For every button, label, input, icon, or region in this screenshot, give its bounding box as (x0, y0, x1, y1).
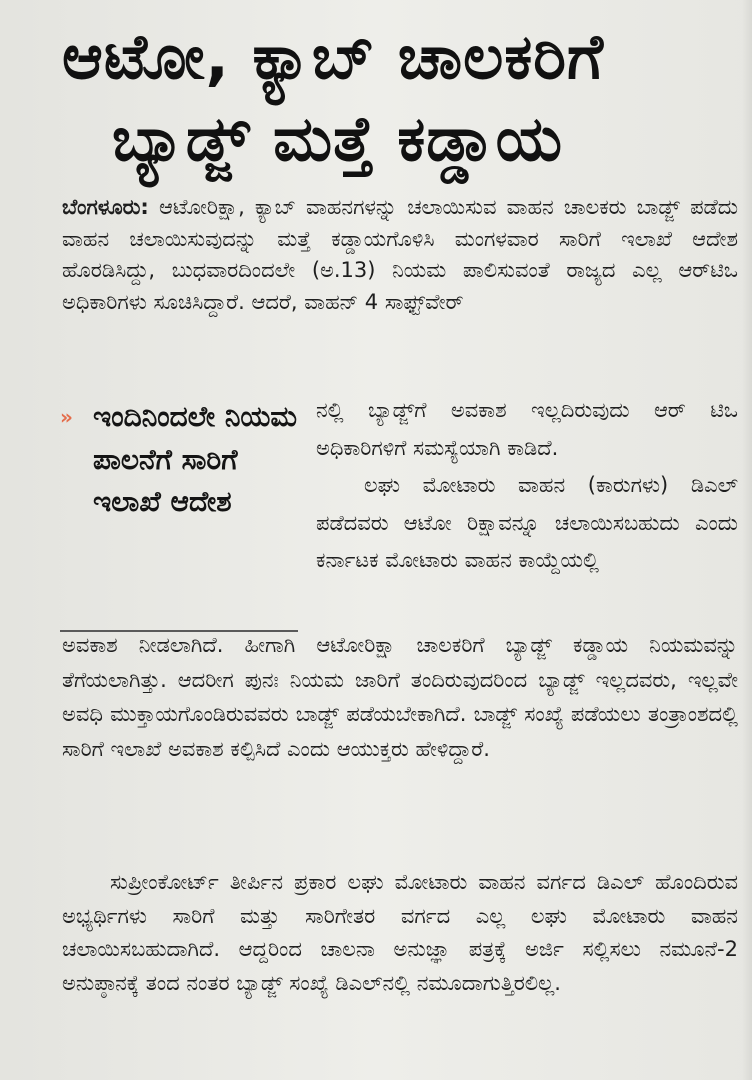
paragraph-2-start: ಲಘು ಮೋಟಾರು ವಾಹನ (ಕಾರುಗಳು) ಡಿಎಲ್ ಪಡೆದವರು ಆಟೋ ರಿಕ್ಷಾವನ್ನೂ ಚಲಾಯಿಸಬಹುದು ಎಂದು ಕರ್ನಾಟಕ ಮೋಟಾರು ವಾಹನ ಕಾಯ್ದೆಯಲ್ಲಿ (316, 473, 738, 572)
article-paragraph-1-continued (316, 392, 738, 580)
article-paragraph-3 (62, 866, 738, 1000)
headline-line-2: ಬ್ಯಾಡ್ಜ್ ಮತ್ತೆ ಕಡ್ಡಾಯ (112, 102, 564, 175)
pull-quote (60, 394, 298, 632)
pull-quote-text: ಇಂದಿನಿಂದಲೇ ನಿಯಮ ಪಾಲನೆಗೆ ಸಾರಿಗೆ ಇಲಾಖೆ ಆದೇಶ (93, 400, 298, 518)
article-paragraph-2-rest (62, 628, 738, 766)
paragraph-1-text: ಆಟೋರಿಕ್ಷಾ, ಕ್ಯಾಬ್ ವಾಹನಗಳನ್ನು ಚಲಾಯಿಸುವ ವಾಹನ ಚಾಲಕರು ಬಾಡ್ಜ್ ಪಡೆದು ವಾಹನ ಚಲಾಯಿಸುವುದನ್ನು ಮತ್ತೆ ಕಡ್ಡಾಯಗೊಳಿಸಿ ಮಂಗಳವಾರ ಸಾರಿಗೆ ಇಲಾಖೆ ಆದೇಶ ಹೊರಡಿಸಿದ್ದು, ಬುಧವಾರದಿಂದಲೇ (ಅ.13) ನಿಯಮ ಪಾಲಿಸುವಂತೆ ರಾಜ್ಯದ ಎಲ್ಲ ಆರ್‌ಟಿಒ ಅಧಿಕಾರಿಗಳು ಸೂಚಿಸಿದ್ದಾರೆ. ಆದರೆ, ವಾಹನ್ 4 ಸಾಫ್ಟ್‌ವೇರ್ (62, 195, 739, 314)
headline (20, 0, 734, 180)
dateline: ಬೆಂಗಳೂರು: (62, 195, 149, 219)
article-paragraph-1 (62, 192, 738, 318)
page-edge-shadow (742, 0, 752, 1080)
paragraph-2-rest-text: ಅವಕಾಶ ನೀಡಲಾಗಿದೆ. ಹೀಗಾಗಿ ಆಟೋರಿಕ್ಷಾ ಚಾಲಕರಿಗೆ ಬ್ಯಾಡ್ಜ್ ಕಡ್ಡಾಯ ನಿಯಮವನ್ನು ತೆಗೆಯಲಾಗಿತ್ತು. ಆದರೀಗ ಪುನಃ ನಿಯಮ ಜಾರಿಗೆ ತಂದಿರುವುದರಿಂದ ಬ್ಯಾಡ್ಜ್ ಇಲ್ಲದವರು, ಇಲ್ಲವೇ ಅವಧಿ ಮುಕ್ತಾಯಗೊಂಡಿರುವವರು ಬಾಡ್ಜ್ ಪಡೆಯಬೇಕಾಗಿದೆ. ಬಾಡ್ಜ್ ಸಂಖ್ಯೆ ಪಡೆಯಲು ತಂತ್ರಾಂಶದಲ್ಲಿ ಸಾರಿಗೆ ಇಲಾಖೆ ಅವಕಾಶ ಕಲ್ಪಿಸಿದೆ ಎಂದು ಆಯುಕ್ತರು ಹೇಳಿದ್ದಾರೆ. (62, 633, 738, 761)
paragraph-1-continued-text: ನಲ್ಲಿ ಬ್ಯಾಡ್ಜ್‌ಗೆ ಅವಕಾಶ ಇಲ್ಲದಿರುವುದು ಆರ್ ಟಿಒ ಅಧಿಕಾರಿಗಳಿಗೆ ಸಮಸ್ಯೆಯಾಗಿ ಕಾಡಿದೆ. (316, 398, 738, 460)
chevron-right-icon: » (60, 405, 73, 429)
paragraph-3-text: ಸುಪ್ರೀಂಕೋರ್ಟ್ ತೀರ್ಪಿನ ಪ್ರಕಾರ ಲಘು ಮೋಟಾರು ವಾಹನ ವರ್ಗದ ಡಿಎಲ್ ಹೊಂದಿರುವ ಅಭ್ಯರ್ಥಿಗಳು ಸಾರಿಗೆ ಮತ್ತು ಸಾರಿಗೇತರ ವರ್ಗದ ಎಲ್ಲ ಲಘು ಮೋಟಾರು ವಾಹನ ಚಲಾಯಿಸಬಹುದಾಗಿದೆ. ಆದ್ದರಿಂದ ಚಾಲನಾ ಅನುಜ್ಞಾ ಪತ್ರಕ್ಕೆ ಅರ್ಜಿ ಸಲ್ಲಿಸಲು ನಮೂನೆ-2 ಅನುಪ್ಠಾನಕ್ಕೆ ತಂದ ನಂತರ ಬ್ಯಾಡ್ಜ್ ಸಂಖ್ಯೆ ಡಿಎಲ್‌ನಲ್ಲಿ ನಮೂದಾಗುತ್ತಿರಲಿಲ್ಲ. (62, 870, 738, 995)
headline-line-1: ಆಟೋ, ಕ್ಯಾಬ್ ಚಾಲಕರಿಗೆ (62, 20, 604, 93)
